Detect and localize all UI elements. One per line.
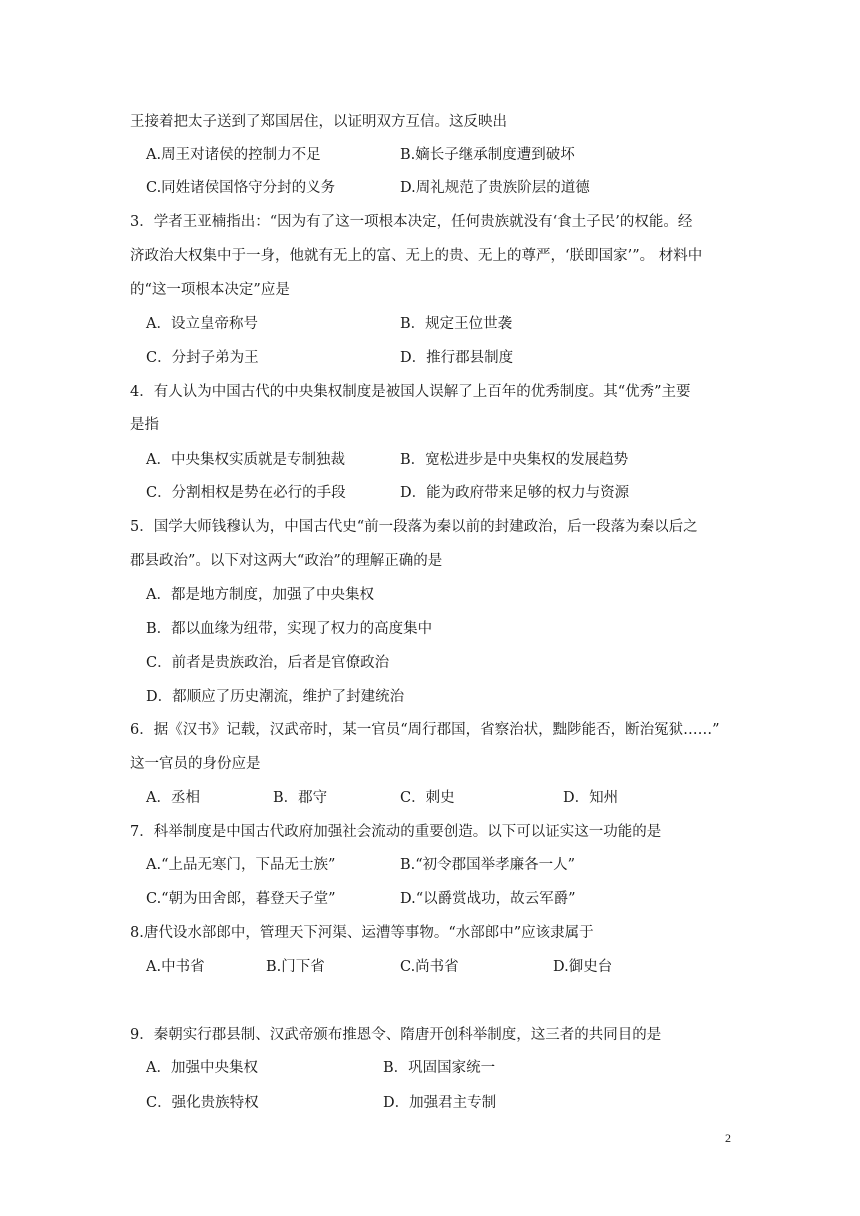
q9-stem: 9．秦朝实行郡县制、汉武帝颁布推恩令、隋唐开创科举制度，这三者的共同目的是 [130, 1027, 662, 1043]
q4-option-d: D．能为政府带来足够的权力与资源 [400, 485, 630, 501]
q8-stem: 8.唐代设水部郎中，管理天下河渠、运漕等事物。“水部郎中”应该隶属于 [130, 925, 594, 941]
q8-option-c: C.尚书省 [400, 959, 459, 975]
q2-option-c: C.同姓诸侯国恪守分封的义务 [146, 180, 336, 196]
page-number: 2 [725, 1131, 731, 1145]
q4-stem-line-1: 4．有人认为中国古代的中央集权制度是被国人误解了上百年的优秀制度。其“优秀”主要 [130, 384, 691, 400]
q6-stem-line-1: 6．据《汉书》记载，汉武帝时，某一官员“周行郡国，省察治状，黜陟能否，断治冤狱……” [130, 722, 720, 738]
q7-option-c: C.“朝为田舍郎，暮登天子堂” [146, 891, 336, 907]
q8-option-d: D.御史台 [553, 959, 613, 975]
q9-option-b: B．巩固国家统一 [383, 1060, 496, 1076]
q4-option-b: B．宽松进步是中央集权的发展趋势 [400, 452, 629, 468]
q4-option-c: C．分割相权是势在必行的手段 [146, 485, 346, 501]
q3-option-a: A．设立皇帝称号 [146, 316, 258, 332]
q5-stem-line-2: 郡县政治”。以下对这两大“政治”的理解正确的是 [130, 553, 443, 569]
q6-option-b: B．郡守 [273, 790, 328, 806]
q5-option-c: C．前者是贵族政治，后者是官僚政治 [146, 655, 390, 671]
q6-option-d: D．知州 [563, 790, 619, 806]
q3-stem-line-1: 3．学者王亚楠指出：“因为有了这一项根本决定，任何贵族就没有‘食土子民’的权能。经 [130, 214, 693, 230]
q5-option-b: B．都以血缘为纽带，实现了权力的高度集中 [146, 621, 433, 637]
q2-option-b: B.嫡长子继承制度遭到破坏 [400, 147, 575, 163]
q3-stem-line-3: 的“这一项根本决定”应是 [130, 282, 290, 298]
q5-option-d: D．都顺应了历史潮流，维护了封建统治 [146, 689, 405, 705]
q7-option-b: B.“初令郡国举孝廉各一人” [400, 857, 576, 873]
q3-stem-line-2: 济政治大权集中于一身，他就有无上的富、无上的贵、无上的尊严，‘朕即国家’”。 材料中 [130, 248, 703, 264]
q5-stem-line-1: 5．国学大师钱穆认为，中国古代史“前一段落为秦以前的封建政治，后一段落为秦以后之 [130, 519, 698, 535]
q5-option-a: A．都是地方制度，加强了中央集权 [146, 587, 374, 603]
q4-option-a: A．中央集权实质就是专制独裁 [146, 452, 345, 468]
q9-option-a: A．加强中央集权 [146, 1060, 258, 1076]
q9-option-c: C．强化贵族特权 [146, 1095, 259, 1111]
q7-option-a: A.“上品无寒门，下品无士族” [146, 857, 336, 873]
q3-option-b: B．规定王位世袭 [400, 316, 513, 332]
q8-option-b: B.门下省 [266, 959, 325, 975]
q8-option-a: A.中书省 [146, 959, 205, 975]
q4-stem-line-2: 是指 [130, 417, 159, 433]
q3-option-c: C．分封子弟为王 [146, 350, 259, 366]
q2-option-d: D.周礼规范了贵族阶层的道德 [400, 180, 590, 196]
q7-stem: 7．科举制度是中国古代政府加强社会流动的重要创造。以下可以证实这一功能的是 [130, 824, 662, 840]
q6-option-c: C．刺史 [400, 790, 455, 806]
q3-option-d: D．推行郡县制度 [400, 350, 514, 366]
question-2-stem-end: 王接着把太子送到了郑国居住，以证明双方互信。这反映出 [130, 114, 507, 130]
q6-option-a: A．丞相 [146, 790, 200, 806]
q9-option-d: D．加强君主专制 [383, 1095, 497, 1111]
q2-option-a: A.周王对诸侯的控制力不足 [146, 147, 321, 163]
q6-stem-line-2: 这一官员的身份应是 [130, 756, 261, 772]
q7-option-d: D.“以爵赏战功，故云军爵” [400, 891, 576, 907]
